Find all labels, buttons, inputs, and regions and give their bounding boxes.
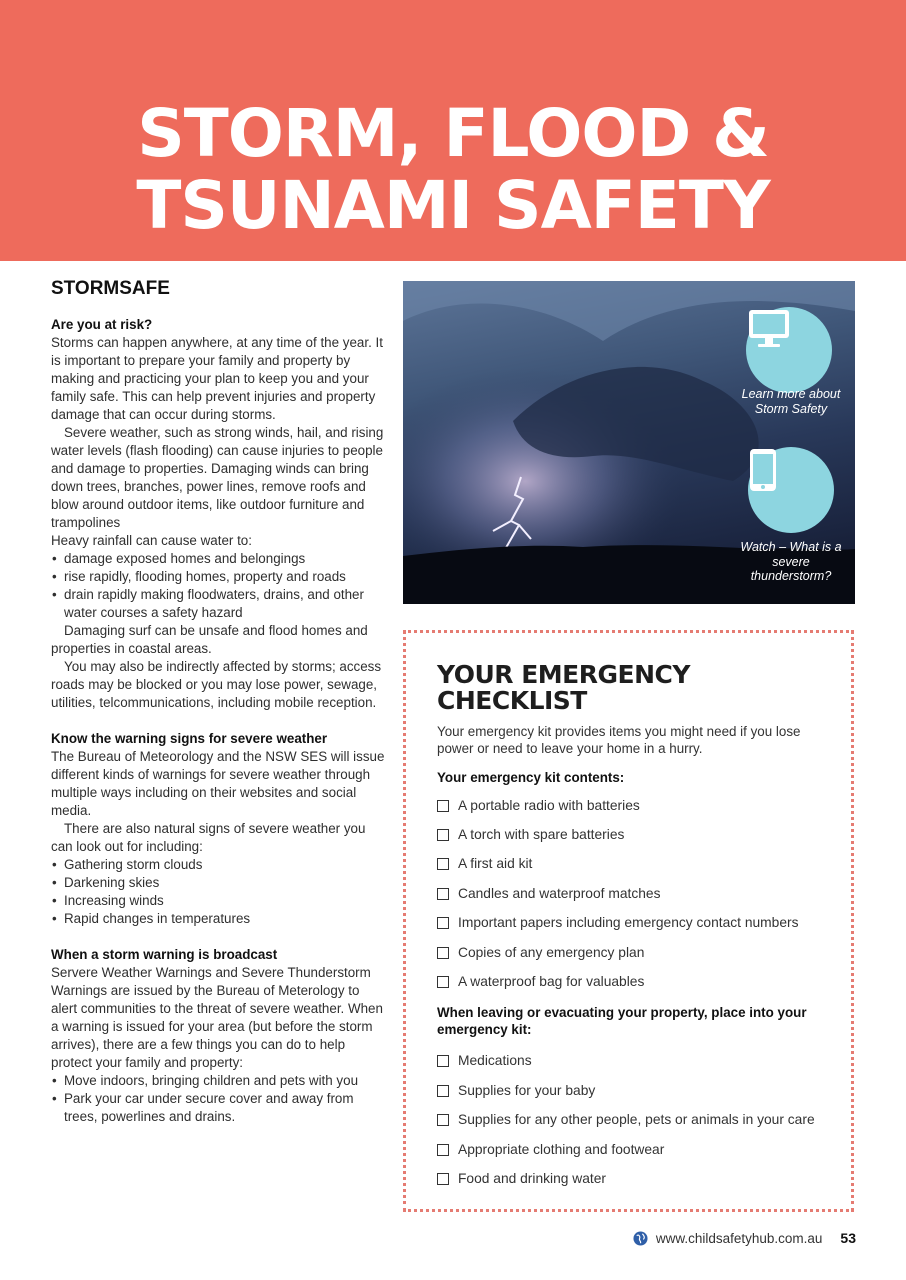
kit-item-plan[interactable]: Copies of any emergency plan	[437, 944, 644, 962]
risk-paragraph-4: Damaging surf can be unsafe and flood homes and properties in coastal areas.	[51, 623, 368, 656]
footer-url[interactable]: www.childsafetyhub.com.au	[655, 1230, 823, 1246]
checkbox[interactable]	[437, 829, 449, 841]
evac-item-medications[interactable]: Medications	[437, 1052, 532, 1070]
list-item: • Park your car under secure cover and away from trees, powerlines and drains.	[51, 1090, 386, 1126]
list-item: • Darkening skies	[51, 874, 386, 892]
kit-item-waterproof-bag[interactable]: A waterproof bag for valuables	[437, 973, 644, 991]
stormsafe-heading: STORMSAFE	[51, 278, 170, 299]
risk-paragraph-1: Storms can happen anywhere, at any time of the year. It is important to prepare your family and property by making and practicing your plan to keep you and your family safe. This can help prevent injuries and property damage that can occur during storms.	[51, 335, 383, 422]
warning-signs-paragraph-2: There are also natural signs of severe weather you can look out for including:	[51, 821, 366, 854]
risk-paragraph-3: Heavy rainfall can cause water to:	[51, 533, 252, 548]
evac-item-clothing[interactable]: Appropriate clothing and footwear	[437, 1141, 664, 1159]
checklist-intro: Your emergency kit provides items you might need if you lose power or need to leave your home in a hurry.	[437, 724, 801, 756]
page-footer	[633, 1230, 856, 1246]
learn-more-caption: Learn more about Storm Safety	[741, 387, 841, 416]
list-item: • Rapid changes in temperatures	[51, 910, 386, 928]
watch-video-button[interactable]	[748, 447, 834, 533]
checkbox[interactable]	[437, 1085, 449, 1097]
evac-item-other-supplies[interactable]: Supplies for any other people, pets or animals in your care	[437, 1111, 815, 1129]
list-item: • damage exposed homes and belongings	[51, 550, 386, 568]
phone-icon	[748, 447, 778, 493]
checkbox[interactable]	[437, 947, 449, 959]
checkbox[interactable]	[437, 1144, 449, 1156]
checkbox[interactable]	[437, 858, 449, 870]
learn-more-button[interactable]	[746, 307, 832, 393]
risk-paragraph-5: You may also be indirectly affected by storms; access roads may be blocked or you may lose power, sewage, utilities, telcommunications, including mobile reception.	[51, 659, 382, 710]
checkbox[interactable]	[437, 1114, 449, 1126]
evac-item-baby-supplies[interactable]: Supplies for your baby	[437, 1082, 595, 1100]
kit-item-torch[interactable]: A torch with spare batteries	[437, 826, 624, 844]
storm-photo	[403, 281, 855, 604]
kit-contents-heading: Your emergency kit contents:	[437, 770, 625, 785]
risk-paragraph-2: Severe weather, such as strong winds, hail, and rising water levels (flash flooding) can cause injuries to people and damage to properties. Damaging winds can bring down trees, branches, power lines, remove roofs and blow around outdoor items, like outdoor furniture and trampolines	[51, 425, 384, 530]
risk-heading: Are you at risk?	[51, 317, 153, 332]
warning-signs-heading: Know the warning signs for severe weather	[51, 731, 328, 746]
evac-item-food-water[interactable]: Food and drinking water	[437, 1170, 606, 1188]
broadcast-bullet-list	[51, 1072, 386, 1126]
kit-item-radio[interactable]: A portable radio with batteries	[437, 797, 640, 815]
list-item: • rise rapidly, flooding homes, property and roads	[51, 568, 386, 586]
stormsafe-column	[51, 276, 386, 1126]
list-item: • Gathering storm clouds	[51, 856, 386, 874]
list-item: • Move indoors, bringing children and pets with you	[51, 1072, 386, 1090]
warning-signs-paragraph-1: The Bureau of Meteorology and the NSW SES will issue different kinds of warnings for severe weather through multiple ways including on their websites and social media.	[51, 749, 385, 818]
list-item: • Increasing winds	[51, 892, 386, 910]
checkbox[interactable]	[437, 1173, 449, 1185]
emergency-checklist	[403, 630, 854, 1212]
broadcast-heading: When a storm warning is broadcast	[51, 947, 278, 962]
signs-bullet-list	[51, 856, 386, 928]
watch-caption: Watch – What is a severe thunderstorm?	[740, 540, 842, 583]
title-banner	[0, 0, 906, 261]
page-title: STORM, FLOOD & TSUNAMI SAFETY	[136, 95, 770, 244]
kit-item-first-aid[interactable]: A first aid kit	[437, 855, 532, 873]
checkbox[interactable]	[437, 1055, 449, 1067]
globe-icon	[633, 1231, 648, 1246]
broadcast-paragraph: Servere Weather Warnings and Severe Thunderstorm Warnings are issued by the Bureau of Meterology to alert communities to the threat of severe weather. When a warning is issued for your area (but before the storm arrives), there are a few things you can do to help protect your family and property:	[51, 965, 383, 1070]
list-item: • drain rapidly making floodwaters, drains, and other water courses a safety hazard	[51, 586, 386, 622]
kit-item-candles[interactable]: Candles and waterproof matches	[437, 885, 660, 903]
monitor-icon	[746, 307, 792, 351]
page-number: 53	[840, 1230, 856, 1246]
rain-bullet-list	[51, 550, 386, 622]
checkbox[interactable]	[437, 917, 449, 929]
checkbox[interactable]	[437, 888, 449, 900]
kit-item-papers[interactable]: Important papers including emergency contact numbers	[437, 914, 799, 932]
checkbox[interactable]	[437, 976, 449, 988]
evacuation-heading: When leaving or evacuating your property, place into your emergency kit:	[437, 1005, 807, 1037]
checkbox[interactable]	[437, 800, 449, 812]
checklist-title: YOUR EMERGENCY CHECKLIST	[437, 660, 690, 715]
